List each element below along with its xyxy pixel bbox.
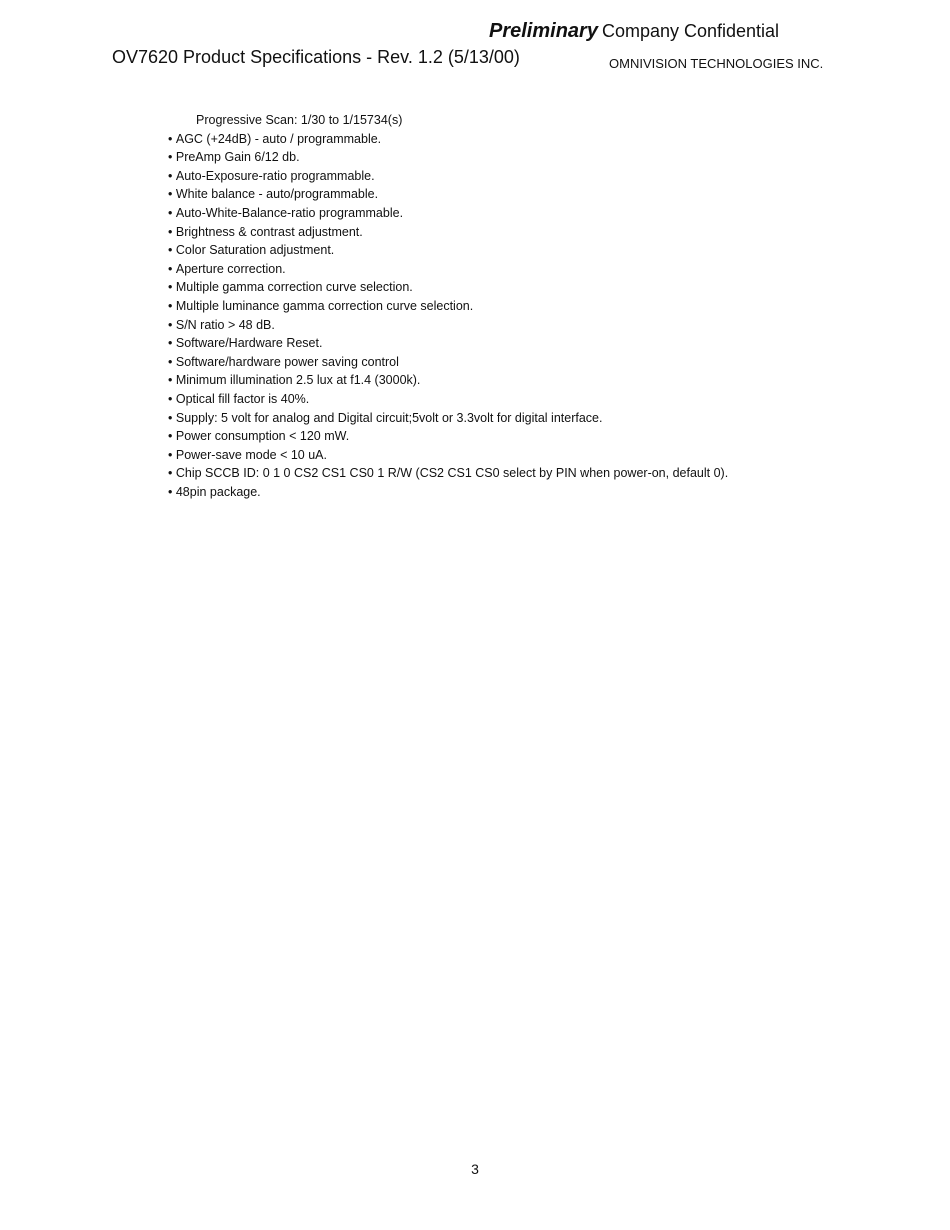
feature-item: • Minimum illumination 2.5 lux at f1.4 (3000k).	[168, 371, 728, 390]
feature-item: • Brightness & contrast adjustment.	[168, 223, 728, 242]
feature-item: • Multiple gamma correction curve selection.	[168, 278, 728, 297]
feature-item: • 48pin package.	[168, 483, 728, 502]
feature-item: • Optical fill factor is 40%.	[168, 390, 728, 409]
feature-item: • Color Saturation adjustment.	[168, 241, 728, 260]
feature-item: • Auto-White-Balance-ratio programmable.	[168, 204, 728, 223]
feature-item: • AGC (+24dB) - auto / programmable.	[168, 130, 728, 149]
feature-item: • PreAmp Gain 6/12 db.	[168, 148, 728, 167]
preliminary-label: Preliminary	[489, 20, 598, 42]
document-title: OV7620 Product Specifications - Rev. 1.2 (5/13/00)	[112, 47, 520, 67]
confidentiality-label: Company Confidential	[601, 21, 780, 41]
feature-item: • Multiple luminance gamma correction curve selection.	[168, 297, 728, 316]
feature-item: • Aperture correction.	[168, 260, 728, 279]
feature-item: • Software/Hardware Reset.	[168, 334, 728, 353]
feature-continuation: Progressive Scan: 1/30 to 1/15734(s)	[196, 113, 403, 127]
header-status	[489, 20, 779, 43]
feature-item: • Auto-Exposure-ratio programmable.	[168, 167, 728, 186]
feature-item: • Software/hardware power saving control	[168, 353, 728, 372]
feature-item: • Power consumption < 120 mW.	[168, 427, 728, 446]
page-number: 3	[471, 1161, 479, 1177]
feature-item: • Chip SCCB ID: 0 1 0 CS2 CS1 CS0 1 R/W (CS2 CS1 CS0 select by PIN when power-on, default 0).	[168, 464, 728, 483]
company-name: OMNIVISION TECHNOLOGIES INC.	[609, 56, 824, 71]
feature-item: • Supply: 5 volt for analog and Digital circuit;5volt or 3.3volt for digital interface.	[168, 409, 728, 428]
feature-item: • Power-save mode < 10 uA.	[168, 446, 728, 465]
feature-list	[168, 111, 728, 501]
feature-item: • S/N ratio > 48 dB.	[168, 316, 728, 335]
feature-item: • White balance - auto/programmable.	[168, 185, 728, 204]
